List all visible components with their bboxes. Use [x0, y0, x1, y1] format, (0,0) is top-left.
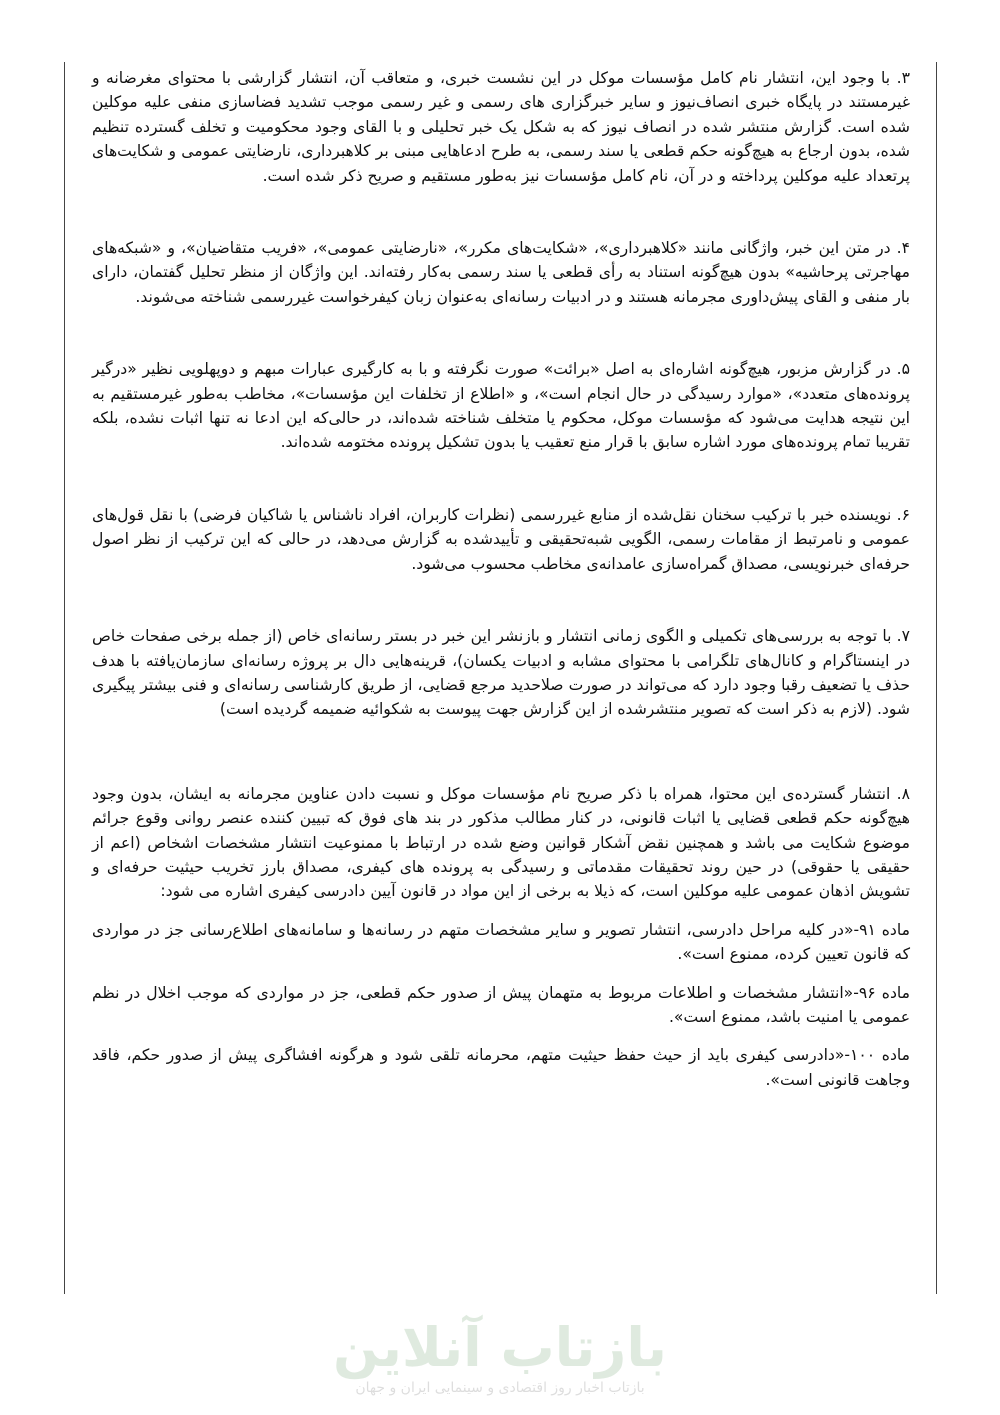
article-96: ماده ۹۶-«انتشار مشخصات و اطلاعات مربوط به متهمان پیش از صدور حکم قطعی، جز در مواردی که موجب اخلال در نظم عمومی یا امنیت باشد، ممنوع است».: [92, 983, 911, 1026]
watermark: [0, 1318, 1000, 1396]
paragraph-3: ۳. با وجود این، انتشار نام کامل مؤسسات موکل در این نشست خبری، و متعاقب آن، انتشار گزارشی با محتوای مغرضانه و غیرمستند در پایگاه خبری انصاف‌نیوز و سایر خبرگزاری های رسمی و غیر رسمی موجب تشدید فضاسازی منفی علیه موکلین شده است. گزارش منتشر شده در انصاف نیوز که به شکل یک خبر تحلیلی و با القای وجود محکومیت و تخلف گسترده تنظیم شده، بدون ارجاع به هیچ‌گونه حکم قطعی یا سند رسمی، به طرح ادعاهایی مبنی بر کلاهبرداری، نارضایتی عمومی و شکایت‌های پرتعداد علیه موکلین پرداخته و در آن، نام کامل مؤسسات نیز به‌طور مستقیم و صریح ذکر شده است.: [92, 69, 910, 185]
article-91: ماده ۹۱-«در کلیه مراحل دادرسی، انتشار تصویر و سایر مشخصات متهم در رسانه‌ها و سامانه‌های اطلاع‌رسانی جز در مواردی که قانون تعیین کرده، ممنوع است».: [92, 920, 910, 964]
watermark-tagline: بازتاب اخبار روز اقتصادی و سینمایی ایران و جهان: [355, 1380, 645, 1396]
paragraph-8: ۸. انتشار گسترده‌ی این محتوا، همراه با ذکر صریح نام مؤسسات موکل و نسبت دادن عناوین مجرمانه به ایشان، بدون وجود هیچ‌گونه حکم قطعی قضایی یا اثبات قانونی، در کنار مطالب مذکور در بند های فوق که تبیین کننده عنصر روانی وقوع جرائم موضوع شکایت می باشد و همچنین نقض آشکار قوانین وضع شده در ارتباط با ممنوعیت انتشار مشخصات اشخاص (اعم از حقیقی یا حقوقی) در حین روند تحقیقات مقدماتی و رسیدگی به پرونده های کیفری، مصداق بارز تخریب حیثیت حرفه‌ای و تشویش اذهان عمومی علیه موکلین است، که ذیلا به برخی از این مواد در قانون آیین دادرسی کیفری اشاره می شود:: [92, 784, 910, 901]
paragraph-4: ۴. در متن این خبر، واژگانی مانند «کلاهبرداری»، «شکایت‌های مکرر»، «نارضایتی عمومی»، «فریب متقاضیان»، و «شبکه‌های مهاجرتی پرحاشیه» بدون هیچ‌گونه استناد به رأی قطعی یا سند رسمی به‌کار رفته‌اند. این واژگان از منظر تحلیل گفتمان، دارای بار منفی و القای پیش‌داوری مجرمانه هستند و در ادبیات رسانه‌ای به‌عنوان زبان کیفرخواست غیررسمی شناخته می‌شوند.: [92, 239, 910, 306]
document-body: [92, 66, 910, 1092]
article-100: ماده ۱۰۰-«دادرسی کیفری باید از حیث حفظ حیثیت متهم، محرمانه تلقی شود و هرگونه افشاگری پیش از صدور حکم، فاقد وجاهت قانونی است».: [92, 1046, 910, 1089]
paragraph-6: ۶. نویسنده خبر با ترکیب سخنان نقل‌شده از منابع غیررسمی (نظرات کاربران، افراد ناشناس یا شاکیان فرضی) با نقل قول‌های عمومی و نامرتبط از مقامات رسمی، الگویی شبه‌تحقیقی و تأییدشده به گزارش می‌دهد، در حالی که این ترکیب از نظر اصول حرفه‌ای خبرنویسی، مصداق گمراه‌سازی عامدانه‌ی مخاطب محسوب می‌شود.: [92, 505, 910, 573]
watermark-logo: بازتاب آنلاین: [333, 1316, 667, 1379]
paragraph-7: ۷. با توجه به بررسی‌های تکمیلی و الگوی زمانی انتشار و بازنشر این خبر در بستر رسانه‌ای خاص (از جمله برخی صفحات خاص در اینستاگرام و کانال‌های تلگرامی با محتوای مشابه و ادبیات یکسان)، قرینه‌هایی دال بر پروژه رسانه‌ای سازمان‌یافته با هدف حذف یا تضعیف رقبا وجود دارد که می‌تواند در صورت صلاحدید مرجع قضایی، از طریق کارشناسی رسانه‌ای و فنی بیشتر پیگیری شود. (لازم به ذکر است که تصویر منتشرشده از این گزارش جهت پیوست به شکوائیه ضمیمه گردیده است): [92, 627, 910, 719]
paragraph-5: ۵. در گزارش مزبور، هیچ‌گونه اشاره‌ای به اصل «برائت» صورت نگرفته و با به کارگیری عبارات مبهم و دوپهلویی نظیر «درگیر پرونده‌های متعدد»، «موارد رسیدگی در حال انجام است»، و «اطلاع از تخلفات این مؤسسات»، مخاطب به‌طور غیرمستقیم به این نتیجه هدایت می‌شود که مؤسسات موکل، محکوم یا متخلف شناخته شده‌اند، در حالی‌که این ادعا نه تنها اثبات نشده، بلکه تقریبا تمام پرونده‌های مورد اشاره سابق با قرار منع تعقیب یا بدون تشکیل پرونده مختومه شده‌اند.: [92, 360, 910, 452]
